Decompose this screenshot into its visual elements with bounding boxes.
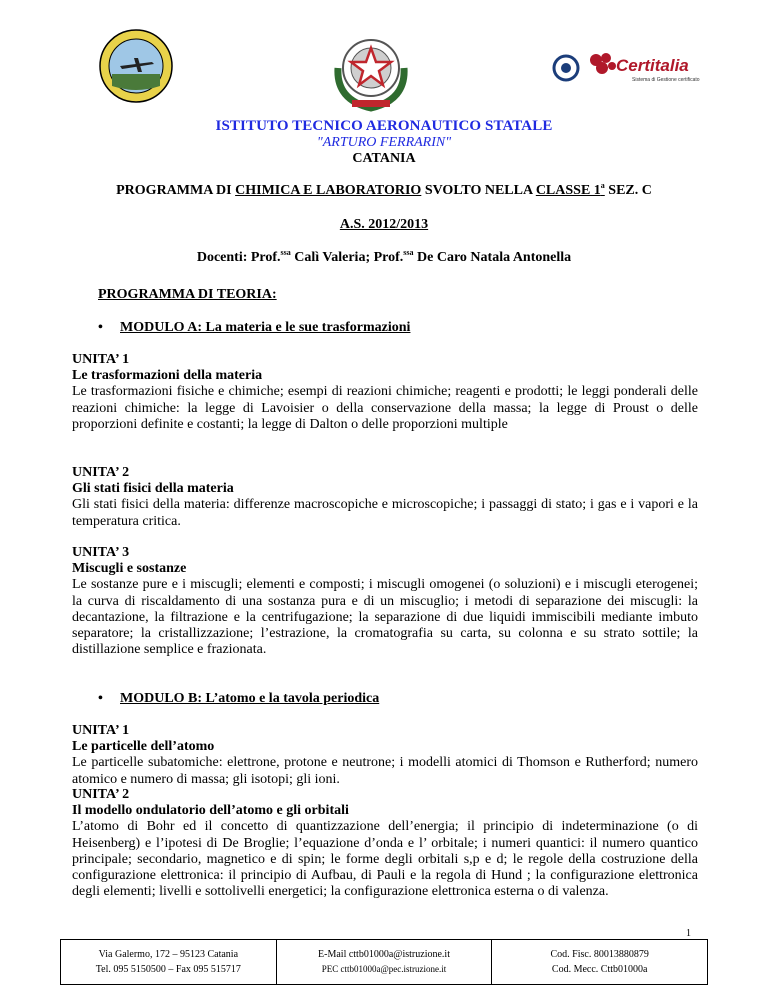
program-title: PROGRAMMA DI CHIMICA E LABORATORIO SVOLTO NELLA CLASSE 1$^a$ SEZ. C [116, 181, 652, 198]
republic-emblem [330, 28, 412, 114]
cert-logo-text: Certitalia [616, 56, 689, 75]
footer-address-col [61, 940, 277, 984]
school-logo [98, 28, 174, 104]
footer-address: Via Galermo, 172 – 95123 Catania [98, 949, 239, 960]
theory-heading: PROGRAMMA DI TEORIA: [98, 287, 277, 302]
unit-block [72, 465, 698, 530]
unit-body: Le particelle subatomiche: elettrone, protone e neutrone; i modelli atomici di Thomson e Rutherford; numero atomico e numero di massa; gli isotopi; gli ioni. [72, 755, 698, 787]
unit-title: Il modello ondulatorio dell’atomo e gli orbitali [72, 803, 349, 819]
school-year: A.S. 2012/2013 [339, 217, 429, 232]
module-a-heading: • MODULO A: La materia e le sue trasformazioni [98, 320, 411, 335]
unit-body: Gli stati fisici della materia: differenze macroscopiche e microscopiche; i passaggi di stato; i gas e i vapori e la temperatura critica. [72, 497, 698, 529]
footer-pec: PEC cttb01000a@pec.istruzione.it [321, 964, 447, 974]
unit-body: L’atomo di Bohr ed il concetto di quantizzazione dell’energia; il principio di indeterminazione (o di Heisenberg) e l’ipotesi di De Broglie; l’equazione d’onda e l’ orbitale; i numeri quantici: il numero quantico principale; secondario, magnetico e di spin; le forme degli orbitali s,p e d; le regole della costruzione della configurazione elettronica: il principio di Aufbau, di Pauli e la regola di Hund ; la configurazione elettronica degli elementi; livelli e sottolivelli energetici; la configurazione elettronica esterna o di valenza. [72, 819, 698, 900]
unit-heading: UNITA’ 2 [72, 787, 130, 802]
school-dedication: "ARTURO FERRARIN" [316, 135, 452, 150]
unit-body: Le trasformazioni fisiche e chimiche; esempi di reazioni chimiche; reagenti e prodotti; le leggi ponderali delle reazioni chimiche: la legge di Lavoisier o della conservazione della massa; la legge di Proust o delle proporzioni definite e costanti; la legge di Dalton o delle proporzioni multiple [72, 384, 698, 432]
teachers-line: Docenti: Prof.$^{ssa}$ Calì Valeria; Prof.$^{ssa}$ De Caro Natala Antonella [196, 248, 572, 265]
unit-body: Le sostanze pure e i miscugli; elementi e composti; i miscugli omogenei (o soluzioni) e i miscugli eterogenei; la curva di riscaldamento di una sostanza pura e di un miscuglio; i metodi di separazione dei miscugli: la decantazione, la filtrazione e la centrifugazione; la separazione di due liquidi immiscibili mediante imbuto separatore; la cristallizzazione; l’estrazione, la cromatografia su carta, su colonna e su strato sottile; la distillazione semplice e frazionata. [72, 577, 698, 658]
module-b-heading: • MODULO B: L’atomo e la tavola periodica [98, 691, 380, 706]
unit-heading: UNITA’ 2 [72, 465, 130, 480]
footer-email: E-Mail cttb01000a@istruzione.it [318, 949, 450, 960]
unit-block [72, 352, 698, 433]
footer-codes-col [492, 940, 707, 984]
unit-heading: UNITA’ 1 [72, 723, 130, 738]
unit-title: Gli stati fisici della materia [72, 481, 234, 497]
unit-block [72, 787, 698, 900]
school-name: ISTITUTO TECNICO AERONAUTICO STATALE [215, 118, 553, 134]
footer-mecc-code: Cod. Mecc. Cttb01000a [551, 964, 648, 975]
unit-heading: UNITA’ 3 [72, 545, 130, 560]
school-city: CATANIA [352, 151, 416, 166]
page-number: 1 [686, 928, 691, 939]
unit-title: Le trasformazioni della materia [72, 368, 263, 384]
footer-fiscal-code: Cod. Fisc. 80013880879 [550, 949, 649, 960]
cert-sub-text: Sistema di Gestione certificato [632, 77, 700, 83]
unit-heading: UNITA’ 1 [72, 352, 130, 367]
unit-title: Miscugli e sostanze [72, 561, 187, 577]
bullet-icon: • [98, 320, 103, 335]
bullet-icon: • [98, 691, 103, 706]
footer-contact-col [277, 940, 493, 984]
subject-name: CHIMICA E LABORATORIO [235, 183, 422, 198]
certitalia-logo [550, 44, 710, 92]
unit-title: Le particelle dell’atomo [72, 739, 215, 755]
footer-phone: Tel. 095 5150500 – Fax 095 515717 [95, 964, 241, 975]
unit-block [72, 545, 698, 658]
footer [60, 939, 708, 985]
unit-block [72, 723, 698, 788]
class-label: CLASSE 1$^a$ [535, 181, 605, 198]
